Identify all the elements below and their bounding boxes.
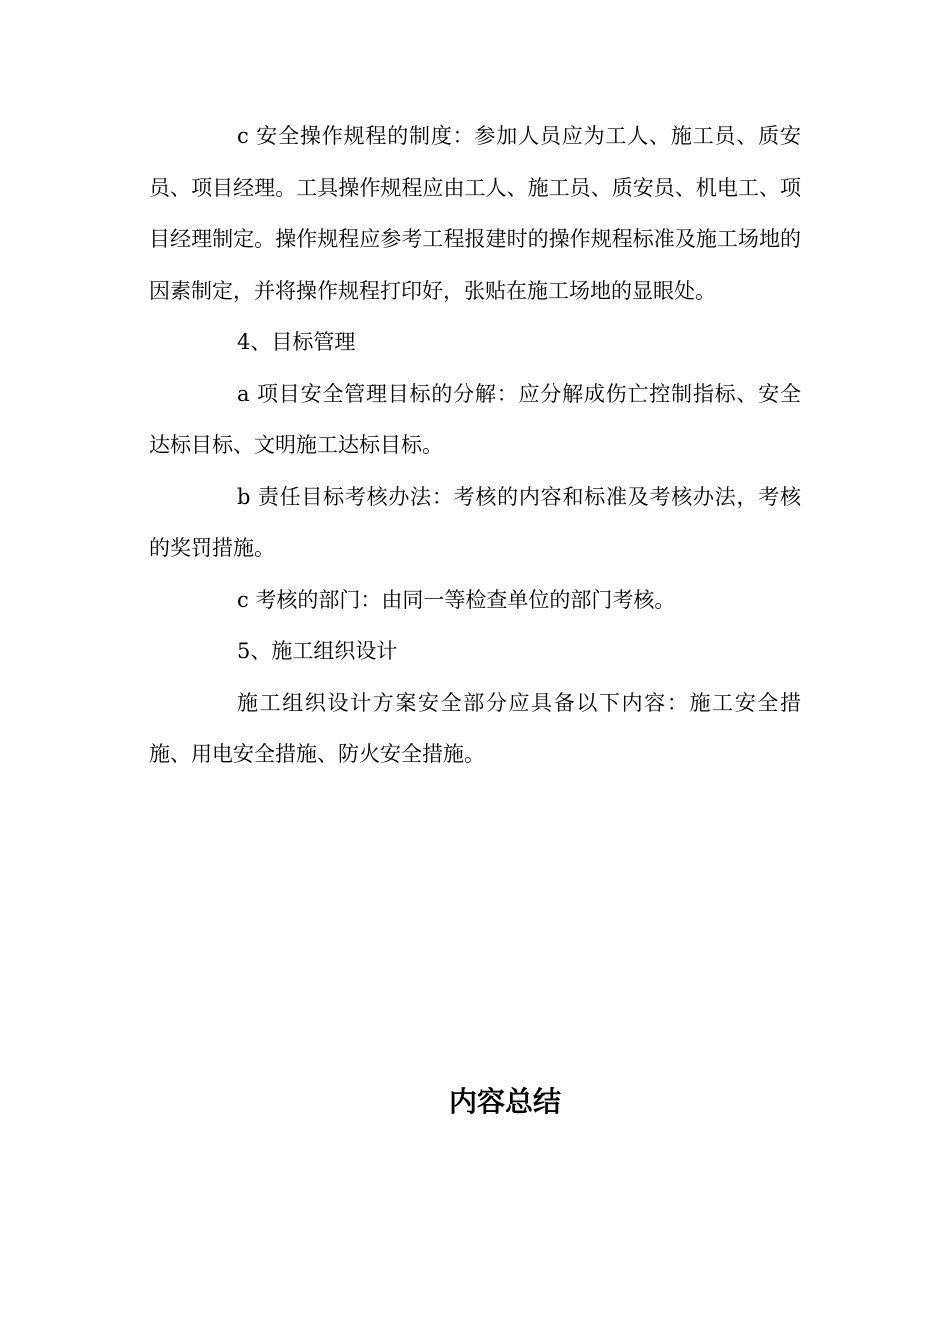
document-body bbox=[149, 111, 801, 781]
heading-target-management: 4、目标管理 bbox=[237, 330, 356, 354]
paragraph-a-target-decomposition: a 项目安全管理目标的分解：应分解成伤亡控制指标、安全达标目标、文明施工达标目标。 bbox=[149, 381, 801, 457]
paragraph-c-safety-rules: c 安全操作规程的制度：参加人员应为工人、施工员、质安员、项目经理。工具操作规程应由工人、施工员、质安员、机电工、项目经理制定。操作规程应参考工程报建时的操作规程标准及施工场地的因素制定，并将操作规程打印好，张贴在施工场地的显眼处。 bbox=[149, 124, 801, 303]
paragraph-c-assessment-department: c 考核的部门：由同一等检查单位的部门考核。 bbox=[237, 587, 676, 612]
paragraph-b-assessment-method: b 责任目标考核办法：考核的内容和标准及考核办法，考核的奖罚措施。 bbox=[149, 484, 801, 560]
summary-title: 内容总结 bbox=[448, 1085, 561, 1118]
paragraph-construction-design-content: 施工组织设计方案安全部分应具备以下内容：施工安全措施、用电安全措施、防火安全措施。 bbox=[149, 690, 801, 766]
heading-construction-design: 5、施工组织设计 bbox=[237, 639, 398, 663]
